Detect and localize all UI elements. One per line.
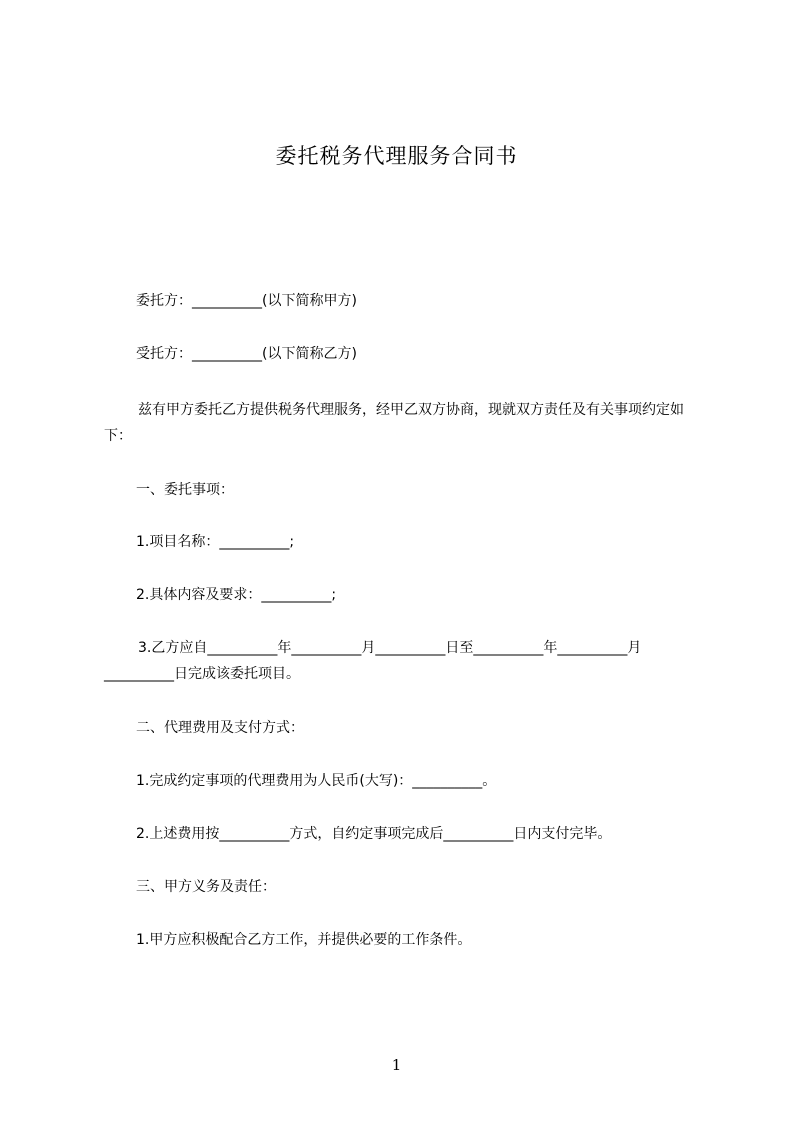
intro-text: 兹有甲方委托乙方提供税务代理服务，经甲乙双方协商，现就双方责任及有关事项约定如下：	[104, 402, 684, 444]
fee-amount-line: 1.完成约定事项的代理费用为人民币(大写)：__________。	[136, 773, 497, 789]
section-heading-client-duties: 三、甲方义务及责任：	[136, 879, 276, 895]
project-name-line: 1.项目名称：__________;	[136, 534, 295, 550]
section-heading-fees: 二、代理费用及支付方式：	[136, 720, 304, 736]
client-duty-line: 1.甲方应积极配合乙方工作，并提供必要的工作条件。	[136, 932, 472, 948]
client-party-line: 委托方：__________(以下简称甲方)	[136, 293, 357, 309]
intro-paragraph	[104, 397, 704, 449]
agent-party-line: 受托方：__________(以下简称乙方)	[136, 346, 357, 362]
project-requirements-line: 2.具体内容及要求：__________;	[136, 587, 337, 603]
document-title: 委托税务代理服务合同书	[275, 144, 518, 168]
project-deadline-text: 3.乙方应自__________年__________月__________日至__________年__________月__________日完成该委托项目。	[104, 640, 642, 682]
section-heading-commission: 一、委托事项：	[136, 482, 234, 498]
page-number: 1	[391, 1056, 402, 1074]
payment-method-line: 2.上述费用按__________方式，自约定事项完成后__________日内支付完毕。	[136, 826, 612, 842]
project-deadline-paragraph	[104, 635, 704, 687]
